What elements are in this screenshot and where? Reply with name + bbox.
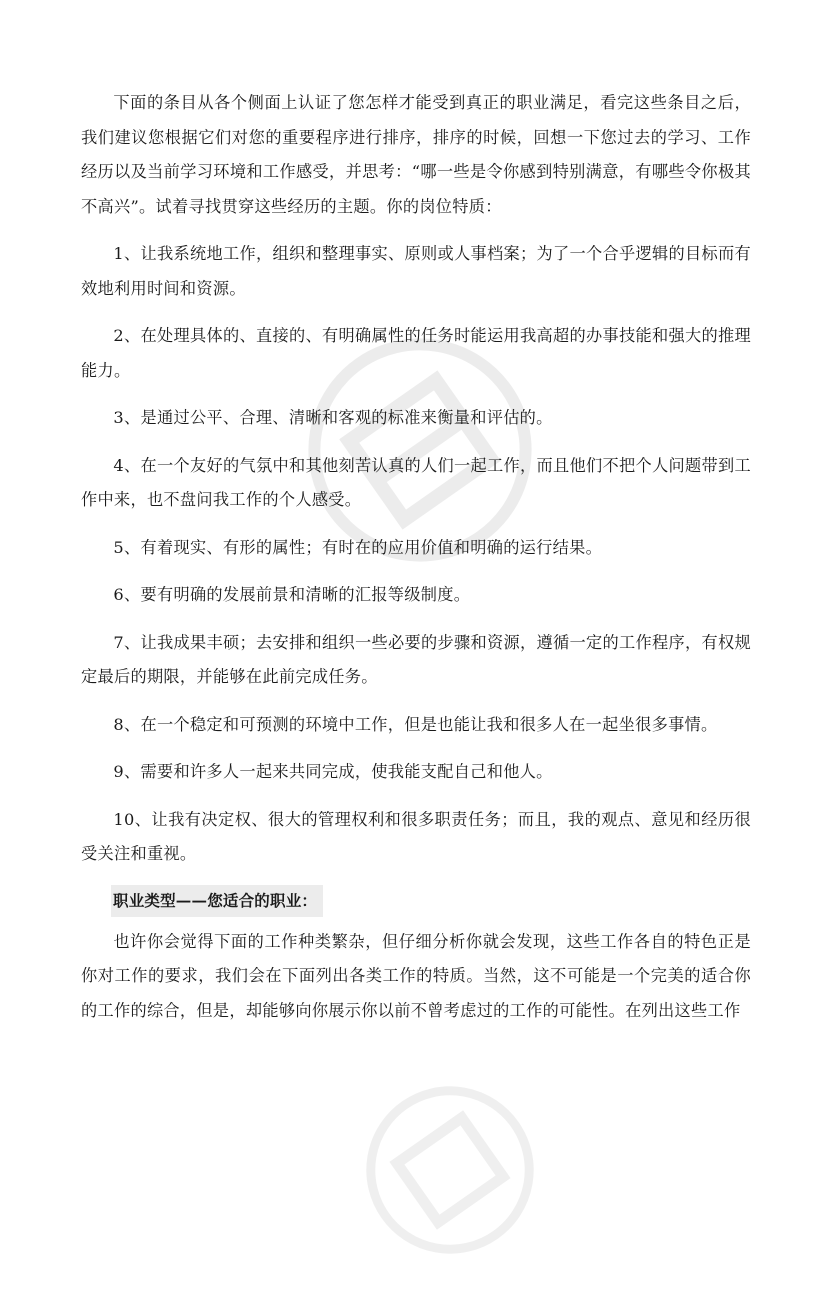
list-item: 10、让我有决定权、很大的管理权利和很多职责任务；而且，我的观点、意见和经历很受关注和重视。 (81, 809, 751, 863)
watermark-logo-bottom (325, 1045, 576, 1295)
document-body (81, 86, 751, 1041)
list-item: 5、有着现实、有形的属性；有时在的应用价值和明确的运行结果。 (113, 537, 603, 557)
list-item: 3、是通过公平、合理、清晰和客观的标准来衡量和评估的。 (113, 408, 553, 427)
list-item: 4、在一个友好的气氛中和其他刻苦认真的人们一起工作，而且他们不把个人问题带到工作中来，也不盘问我工作的个人感受。 (81, 455, 751, 509)
list-item: 7、让我成果丰硕；去安排和组织一些必要的步骤和资源，遵循一定的工作程序，有权规定最后的期限，并能够在此前完成任务。 (81, 632, 751, 686)
section-heading-wrap (111, 885, 751, 921)
closing-paragraph: 也许你会觉得下面的工作种类繁杂，但仔细分析你就会发现，这些工作各自的特色正是你对工作的要求，我们会在下面列出各类工作的特质。当然，这不可能是一个完美的适合你的工作的综合，但是，却能够向你展示你以前不曾考虑过的工作的可能性。在列出这些工作 (81, 931, 751, 1020)
list-item: 9、需要和许多人一起来共同完成，使我能支配自己和他人。 (113, 762, 553, 781)
list-item: 6、要有明确的发展前景和清晰的汇报等级制度。 (113, 585, 471, 604)
section-heading: 职业类型——您适合的职业： (111, 885, 323, 917)
list-item: 8、在一个稳定和可预测的环境中工作，但是也能让我和很多人在一起坐很多事情。 (113, 714, 718, 734)
list-item: 1、让我系统地工作，组织和整理事实、原则或人事档案；为了一个合乎逻辑的目标而有效地利用时间和资源。 (81, 244, 751, 298)
intro-paragraph: 下面的条目从各个侧面上认证了您怎样才能受到真正的职业满足，看完这些条目之后，我们建议您根据它们对您的重要程序进行排序，排序的时候，回想一下您过去的学习、工作经历以及当前学习环境和工作感受，并思考：“哪一些是令你感到特别满意，有哪些令你极其不高兴”。试着寻找贯穿这些经历的主题。你的岗位特质： (81, 93, 751, 216)
list-item: 2、在处理具体的、直接的、有明确属性的任务时能运用我高超的办事技能和强大的推理能力。 (81, 326, 751, 380)
